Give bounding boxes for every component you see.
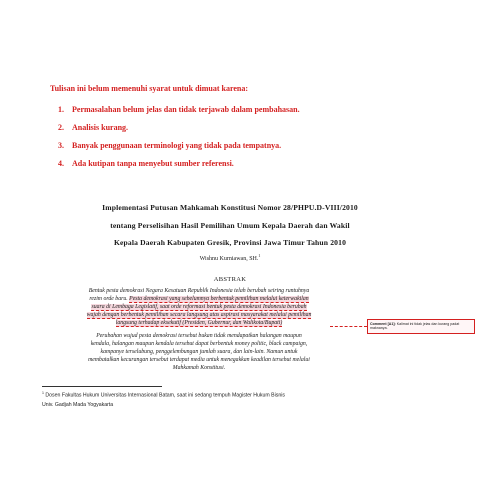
review-notice-item: 2. Analisis kurang. <box>58 123 129 132</box>
review-notice-item: 1. Permasalahan belum jelas dan tidak terjawab dalam pembahasan. <box>58 105 300 114</box>
comment-balloon[interactable] <box>367 319 475 334</box>
footnote-separator <box>42 386 162 387</box>
abstract-paragraph-2: Perubahan wujud pesta demokrasi tersebut bukan tidak mendapatkan halangan maupun kendala, halangan maupun kendala tersebut dapat berbentuk money politic, black campaign, kampanye terselubung, penggelembungan jumlah suara, dan lain-lain. Namun untuk membatalkan kecurangan tersebut terdapat media untuk menegakkan keadilan tersebut melalui Mahkamah Konstitusi. <box>88 333 310 371</box>
comment-text: Kalimat ini tidak jelas dan kurang padat maknanya. <box>370 321 460 331</box>
commented-text[interactable]: langsung terhadap eksekutif (Presiden, Gubernur, dan Walikota/Bupati) <box>115 319 283 326</box>
footnote: $^1$ Dosen Fakultas Hukum Universitas Internasional Batam, saat ini sedang tempuh Magister Hukum Bisnis Univ. Gadjah Mada Yogyakarta <box>42 391 286 409</box>
comment-connector <box>330 326 367 327</box>
review-notice-list <box>58 105 300 177</box>
commented-text[interactable]: suara di Lembaga Legislatif, saat orde reformasi bentuk pesta demokrasi Indonesia berubah <box>91 303 307 310</box>
commented-text[interactable]: wajah dengan berbentuk pemilihan secara langsung atas aspirasi masyarakat melalui pemilihan <box>86 311 312 318</box>
paper-title-line-1: Implementasi Putusan Mahkamah Konstitusi Nomor 28/PHPU.D-VIII/2010 <box>102 203 358 212</box>
commented-text[interactable]: Pesta demokrasi yang sebelumnya berbentuk pemilihan melalui keterwakilan <box>129 295 309 302</box>
paper-title-line-3: Kepala Daerah Kabupaten Gresik, Provinsi Jawa Timur Tahun 2010 <box>113 238 347 247</box>
review-notice-item: 4. Ada kutipan tanpa menyebut sumber referensi. <box>58 159 234 168</box>
review-notice-item: 3. Banyak penggunaan terminologi yang tidak pada tempatnya. <box>58 141 282 150</box>
abstract-paragraph-1: Bentuk pesta demokrasi Negara Kesatuan Republik Indonesia telah berubah seiring runtuhnya rezim orde baru. Pesta demokrasi yang sebelumnya berbentuk pemilihan melalui keterwakilan suara di Lembaga Legislatif, saat orde reformasi bentuk pesta demokrasi Indonesia berubah wajah dengan berbentuk pemilihan secara langsung atas aspirasi masyarakat melalui pemilihan langsung terhadap eksekutif (Presiden, Gubernur, dan Walikota/Bupati) <box>86 288 312 326</box>
paper-title-line-2: tentang Perselisihan Hasil Pemilihan Umum Kepala Daerah dan Wakil <box>110 221 350 230</box>
abstract-heading: ABSTRAK <box>213 276 247 283</box>
comment-tag: Comment [A1]: <box>370 321 396 326</box>
footnote-reference[interactable]: 1 <box>258 253 261 258</box>
review-notice-title: Tulisan ini belum memenuhi syarat untuk dimuat karena: <box>50 84 249 93</box>
author-name: Wishnu Kurniawan, SH.$^1$ <box>199 253 261 262</box>
